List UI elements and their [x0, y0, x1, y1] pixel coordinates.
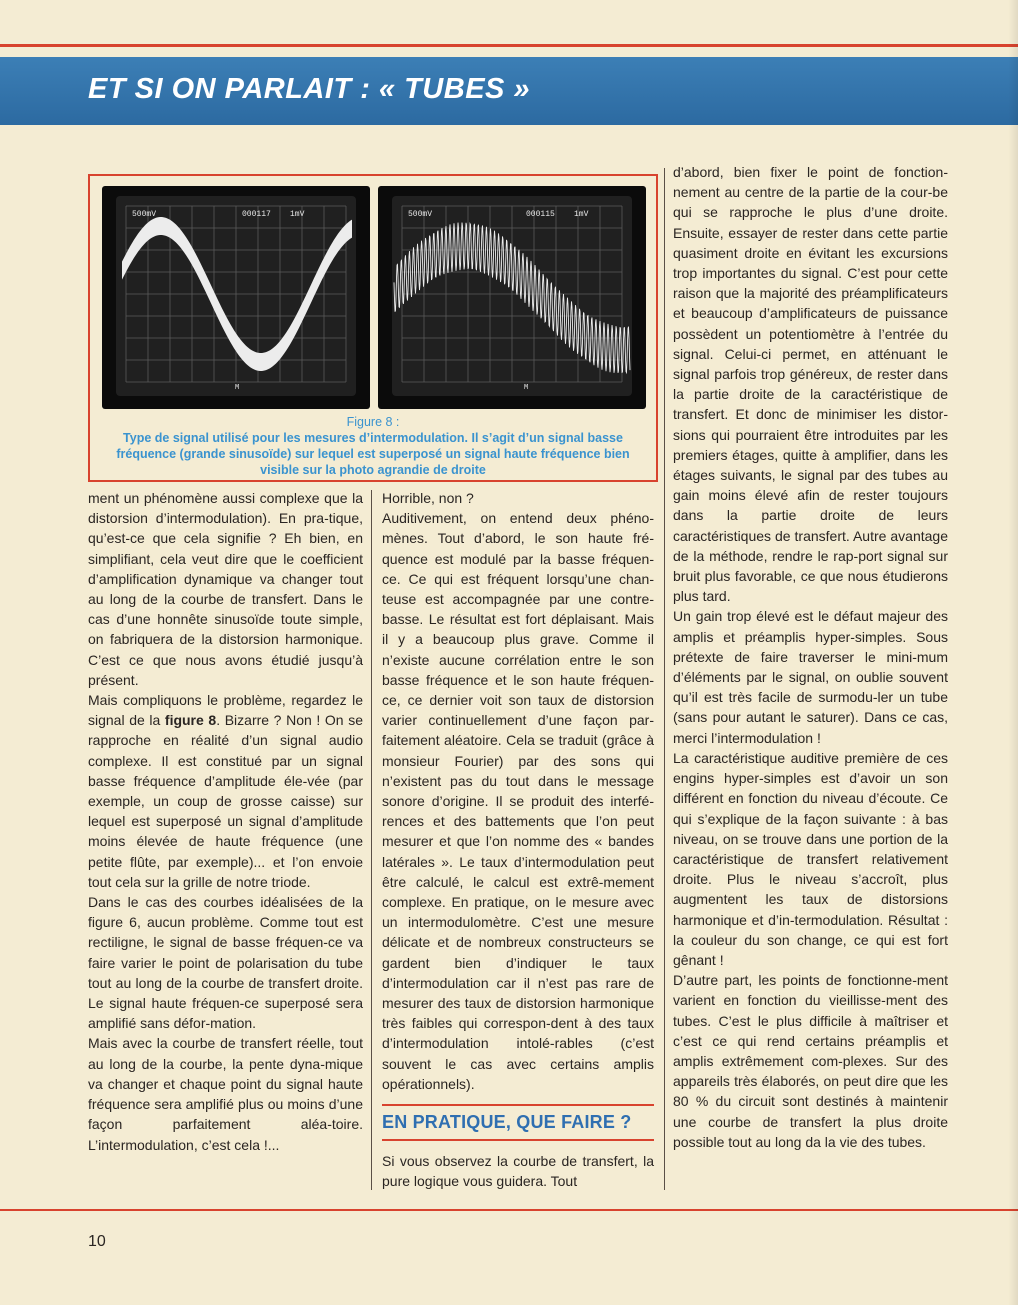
paragraph: Un gain trop élevé est le défaut majeur des amplis et préamplis hyper-simples. Sous prétexte de faire traverser le mini-mum d’éléments par le signal, on oublie souvent qu’il est très facile de surmodu-ler un tube (sans pour autant le saturer). Dans ce cas, merci l’intermodulation !	[673, 608, 948, 746]
readout-left-counter: 000117	[242, 210, 271, 219]
figure-caption	[100, 414, 646, 478]
column-divider	[664, 168, 665, 1190]
readout-left-volts: 500mV	[132, 210, 157, 219]
paragraph: d’abord, bien fixer le point de fonction-nement au centre de la partie de la cour-be qui se rapproche le plus d’une droite. Ensuite, essayer de rester dans cette partie quasiment droite en évitant les excursions trop importantes du signal. C’est pour cette raison que la majorité des préamplificateurs et beaucoup d’amplificateurs de puissance possèdent un potentiomètre à l’entrée du signal. Celui-ci permet, en atténuant le signal parfois trop généreux, de rester dans la partie droite de la caractéristique de transfert. Et donc de minimiser les distor-sions qui pourraient être introduites par les premiers étages, quitte à amplifier, dans les étages suivants, le signal par des tubes au gain moins élevé afin de rester toujours dans la partie droite de leurs caractéristiques de transfert. Autre avantage de la méthode, rendre le rap-port signal sur bruit plus favorable, ce que nous étudierons plus tard.	[673, 164, 948, 605]
top-red-rule	[0, 44, 1018, 47]
oscilloscope-photo-low-frequency	[102, 186, 370, 409]
paragraph: D’autre part, les points de fonctionne-ment varient en fonction du vieillisse-ment des tubes. C’est le plus difficile à maîtriser et c’est ce qui rend certains préamplis et amplis extrêmement com-plexes. Sur des appareils très élaborés, on peut dire que les 80 % du circuit sont destinés à maintenir une courbe de transfert la plus droite possible tout au long da la vie des tubes.	[673, 972, 948, 1150]
paragraph: Horrible, non ?	[382, 490, 474, 506]
readout-right-unit: 1mV	[574, 210, 589, 219]
text-column-2	[382, 488, 654, 1094]
readout-left-marker: M	[235, 384, 240, 392]
text-column-3	[673, 162, 948, 1152]
paragraph: Si vous observez la courbe de transfert, la pure logique vous guidera. Tout	[382, 1153, 654, 1190]
figure-reference: figure 8	[164, 712, 217, 729]
readout-left-unit: 1mV	[290, 210, 305, 219]
page-number: 10	[88, 1233, 106, 1250]
caption-title: Figure 8 :	[346, 415, 400, 429]
page-spine-shadow	[1008, 0, 1018, 1305]
text-run: Mais compliquons le problème, regardez le signal de la	[88, 692, 363, 729]
column-divider	[371, 490, 372, 1190]
paragraph: Auditivement, on entend deux phéno-mènes. Tout d’abord, le son haute fré-quence est modulé par la basse fréquen-ce. Ce qui est fréquent lorsqu’une chan-teuse est accompagnée par une contre-basse. Le résultat est fort déplaisant. Mais il y a beaucoup plus grave. Comme il n’existe aucune corrélation entre le son basse fréquence et le son haute fréquen-ce, ce dernier voit son taux de distorsion varier continuellement d’une façon par-faitement aléatoire. Cela se traduit (grâce à monsieur Fourier) par des sons qui n’existent pas du tout dans le message sonore d’origine. Il se produit des interfé-rences et des battements que l’on peut mesurer et que l’on nomme des « bandes latérales ». Le taux d’intermodulation peut être calculé, le calcul est extrê-mement complexe. En pratique, on le mesure avec un intermodulomètre. C’est une mesure délicate et de nombreux constructeurs se gardent bien d’indiquer le taux d’intermodulation car il n’est pas rare de mesurer des taux de distorsion harmonique très faibles qui correspon-dent à des taux d’intermodulation intolé-rables (c’est souvent le cas avec certains amplis opérationnels).	[382, 510, 654, 1092]
oscilloscope-screen-right	[378, 186, 646, 409]
section-heading: EN PRATIQUE, QUE FAIRE ?	[382, 1104, 654, 1141]
paragraph: Mais avec la courbe de transfert réelle, tout au long de la courbe, la pente dyna-mique va changer et chaque point du signal haute fréquence sera amplifié plus ou moins d’une façon parfaitement aléa-toire. L’intermodulation, c’est cela !...	[88, 1035, 363, 1153]
page-title: ET SI ON PARLAIT : « TUBES »	[88, 73, 531, 105]
readout-right-volts: 500mV	[408, 210, 433, 219]
readout-right-marker: M	[524, 384, 529, 392]
bottom-red-rule	[0, 1209, 1018, 1211]
oscilloscope-screen-left	[102, 186, 370, 409]
caption-text: Type de signal utilisé pour les mesures d’intermodulation. Il s’agit d’un signal basse fréquence (grande sinusoïde) sur lequel est superposé un signal haute fréquence bien visible sur la photo agrandie de droite	[116, 431, 630, 477]
paragraph: ment un phénomène aussi complexe que la distorsion d’intermodulation). En pra-tique, qu’est-ce que cela signifie ? Eh bien, en simplifiant, cela veut dire que le coefficient d’amplification dynamique va changer tout au long de la courbe de transfert. Dans le cas d’une honnête sinusoïde toute simple, on fabriquera de la distorsion harmonique. C’est ce que nous avons étudié jusqu’à présent.	[88, 490, 363, 688]
readout-right-counter: 000115	[526, 210, 555, 219]
figure-8	[88, 174, 658, 482]
paragraph-figure-reference	[88, 690, 363, 892]
paragraph: La caractéristique auditive première de ces engins hyper-simples est d’avoir un son différent en fonction du niveau d’écoute. Ce qui s’explique de la façon suivante : à bas niveau, on se trouve dans une portion de la caractéristique de transfert relativement droite. Plus le niveau s’accroît, plus augmentent les taux de distorsions harmonique et d’in-termodulation. Résultat : la couleur du son change, ce qui est fort gênant !	[673, 749, 948, 968]
text-column-1	[88, 488, 363, 1155]
text-run: . Bizarre ? Non ! On se rapproche en réalité d’un signal audio complexe. Il est constitué par un signal basse fréquence d’amplitude éle-vée (par exemple, un coup de grosse caisse) sur lequel est superposé un signal d’amplitude moins élevée de haute fréquence (une petite flûte, par exemple)... et l’on envoie tout cela sur la grille de notre triode.	[88, 712, 363, 890]
paragraph: Dans le cas des courbes idéalisées de la figure 6, aucun problème. Comme tout est rectiligne, le signal de basse fréquen-ce va faire varier le point de polarisation du tube tout au long de la courbe de transfert droite. Le signal haute fréquen-ce superposé sera amplifié sans défor-mation.	[88, 894, 363, 1032]
oscilloscope-photo-intermodulation	[378, 186, 646, 409]
